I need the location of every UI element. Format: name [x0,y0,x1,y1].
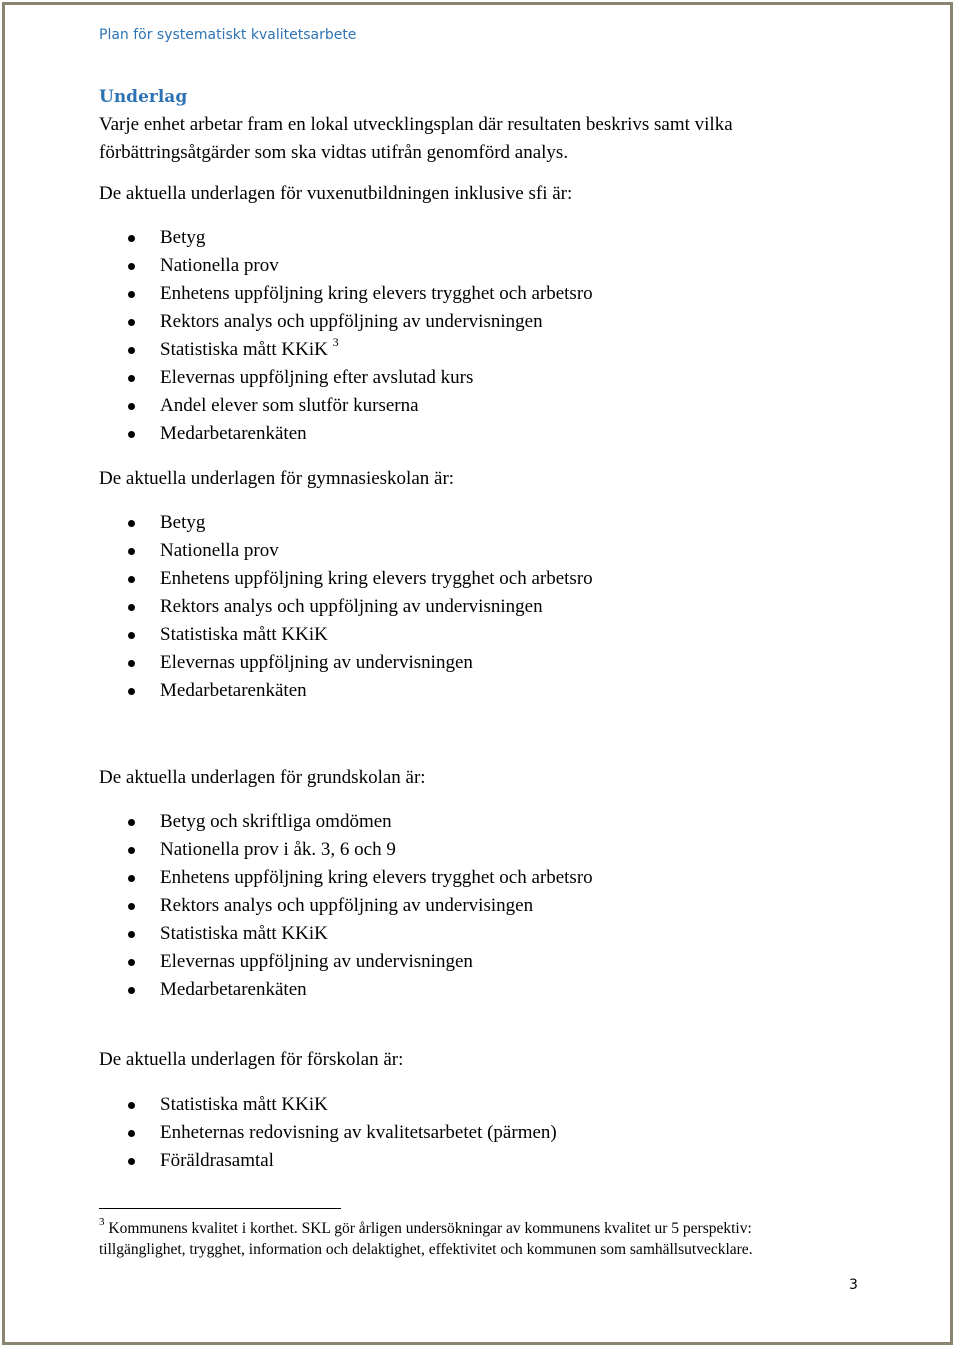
gymnasie-list [0,509,593,705]
list-item: Statistiska mått KKiK [0,621,593,649]
bullet-icon [128,263,135,270]
bullet-icon [128,291,135,298]
gymnasie-intro: De aktuella underlagen för gymnasieskolan är: [99,468,455,489]
bullet-icon [128,688,135,695]
bullet-icon [128,931,135,938]
list-item: Betyg och skriftliga omdömen [0,808,593,836]
bullet-icon [128,632,135,639]
bullet-icon [128,520,135,527]
bullet-icon [128,903,135,910]
grund-list [0,808,593,1004]
bullet-icon [128,235,135,242]
footnote-reference[interactable]: 3 [332,334,339,349]
list-item: Rektors analys och uppföljning av undervisingen [0,892,593,920]
bullet-icon [128,319,135,326]
list-item: Nationella prov [0,252,593,280]
list-item: Enhetens uppföljning kring elevers trygghet och arbetsro [0,565,593,593]
vux-intro: De aktuella underlagen för vuxenutbildningen inklusive sfi är: [99,183,573,204]
footnote-separator [99,1208,341,1209]
page-number: 3 [849,1277,858,1293]
list-item: Medarbetarenkäten [0,420,593,448]
list-item: Enhetens uppföljning kring elevers trygghet och arbetsro [0,864,593,892]
running-header: Plan för systematiskt kvalitetsarbete [99,27,357,43]
bullet-icon [128,604,135,611]
bullet-icon [128,1130,135,1137]
bullet-icon [128,403,135,410]
list-item: Medarbetarenkäten [0,976,593,1004]
list-item: Elevernas uppföljning efter avslutad kurs [0,364,593,392]
bullet-icon [128,987,135,994]
bullet-icon [128,819,135,826]
intro-paragraph-line-1: Varje enhet arbetar fram en lokal utvecklingsplan där resultaten beskrivs samt vilka [99,114,733,135]
intro-paragraph-line-2: förbättringsåtgärder som ska vidtas utifrån genomförd analys. [99,142,569,163]
bullet-icon [128,875,135,882]
list-item: Betyg [0,509,593,537]
forskola-intro: De aktuella underlagen för förskolan är: [99,1049,404,1070]
list-item: Elevernas uppföljning av undervisningen [0,948,593,976]
footnote-number: 3 [99,1215,105,1228]
footnote-line-2: tillgänglighet, trygghet, information och delaktighet, effektivitet och kommunen som samhällsutvecklare. [99,1241,753,1258]
list-item: Föräldrasamtal [0,1147,557,1175]
bullet-icon [128,431,135,438]
list-item: Andel elever som slutför kurserna [0,392,593,420]
list-item: Statistiska mått KKiK [0,920,593,948]
bullet-icon [128,1158,135,1165]
list-item: Enheternas redovisning av kvalitetsarbetet (pärmen) [0,1119,557,1147]
grund-intro: De aktuella underlagen för grundskolan är: [99,767,426,788]
footnote-line-1: $^3$ Kommunens kvalitet i korthet. SKL gör årligen undersökningar av kommunens kvalitet ur 5 perspektiv: [99,1215,752,1237]
bullet-icon [128,375,135,382]
bullet-icon [128,347,135,354]
list-item: Rektors analys och uppföljning av undervisningen [0,593,593,621]
bullet-icon [128,959,135,966]
footnote [99,1215,753,1260]
list-item: Rektors analys och uppföljning av undervisningen [0,308,593,336]
list-item: Medarbetarenkäten [0,677,593,705]
list-item: Enhetens uppföljning kring elevers trygghet och arbetsro [0,280,593,308]
vux-list [0,224,593,448]
bullet-icon [128,576,135,583]
list-item: Statistiska mått KKiK [0,1091,557,1119]
bullet-icon [128,548,135,555]
bullet-icon [128,847,135,854]
list-item: Statistiska mått KKiK $^3$ [0,336,593,364]
list-item: Nationella prov [0,537,593,565]
bullet-icon [128,1102,135,1109]
list-item: Betyg [0,224,593,252]
list-item: Elevernas uppföljning av undervisningen [0,649,593,677]
list-item: Nationella prov i åk. 3, 6 och 9 [0,836,593,864]
section-heading: Underlag [99,87,188,107]
bullet-icon [128,660,135,667]
forskola-list [0,1091,557,1175]
